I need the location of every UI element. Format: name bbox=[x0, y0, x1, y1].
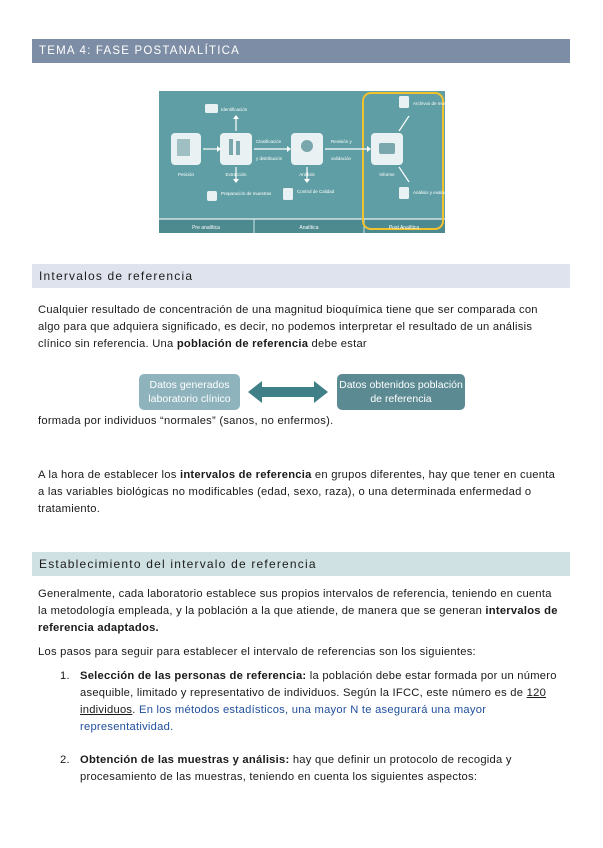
phase-pre: Pre analítica bbox=[192, 225, 220, 231]
process-diagram bbox=[159, 91, 478, 233]
label-preparacion: Preparación de muestras bbox=[221, 191, 272, 196]
label-archivos: Archivos de muestra bbox=[413, 101, 455, 106]
stats-icon bbox=[399, 187, 409, 199]
label-analisis: Análisis bbox=[299, 172, 315, 177]
phase-analytic: Analítica bbox=[299, 225, 319, 231]
double-arrow-icon bbox=[248, 381, 328, 403]
label-clasificacion: Clasificación bbox=[256, 139, 282, 144]
heading-intervalos: Intervalos de referencia bbox=[32, 264, 570, 288]
label-extraccion: Extracción bbox=[225, 172, 247, 177]
archive-icon bbox=[399, 96, 409, 108]
label-identificacion: Identificación bbox=[221, 107, 248, 112]
paragraph-1-continuation: formada por individuos “normales” (sanos, no enfermos). bbox=[38, 415, 334, 427]
checklist-icon bbox=[283, 188, 293, 200]
label-informe: Informe bbox=[379, 172, 395, 177]
paragraph-4: Los pasos para seguir para establecer el intervalo de referencias son los siguientes: bbox=[38, 646, 476, 658]
list-item: 2. Obtención de las muestras y análisis: hay que definir un protocolo de recogida y procesamiento de las muestras, teniendo en cuenta los siguientes aspectos: bbox=[60, 754, 512, 783]
tube-icon bbox=[207, 191, 217, 201]
section-header: TEMA 4: FASE POSTANALÍTICA bbox=[32, 39, 570, 63]
steps-list bbox=[56, 668, 558, 786]
paragraph-2: A la hora de establecer los intervalos de referencia en grupos diferentes, hay que tener en cuenta a las variables biológicas no modificables (edad, sexo, raza), o una determinada enfermedad o tratamiento. bbox=[38, 469, 556, 515]
list-item: 1. Selección de las personas de referencia: la población debe estar formada por un número asequible, limitado y representativo de individuos. Según la IFCC, este número es de 120 individuos. En los métodos estadísticos, una mayor N te asegurará una mayor representatividad. bbox=[60, 670, 557, 733]
phase-post: Post Analítica bbox=[388, 225, 420, 231]
id-icon bbox=[205, 104, 218, 113]
paragraph-3: Generalmente, cada laboratorio establece sus propios intervalos de referencia, teniendo en cuenta la metodología empleada, y la población a la que atiende, de manera que se generan intervalos de referencia adaptados. bbox=[38, 588, 558, 634]
label-control: Control de Calidad bbox=[297, 189, 335, 194]
label-validacion: validación bbox=[331, 156, 352, 161]
paragraph-1: Cualquier resultado de concentración de una magnitud bioquímica tiene que ser comparada con algo para que adquiera significado, es decir, no podemos interpretar el resultado de un análisis clínico sin referencia. Una población de referencia debe estar bbox=[38, 304, 538, 350]
label-peticion: Petición bbox=[177, 172, 195, 177]
label-revision: Revisión y bbox=[331, 139, 352, 144]
label-distribucion: y distribución bbox=[256, 156, 283, 161]
heading-establecimiento: Establecimiento del intervalo de referencia bbox=[32, 552, 570, 576]
box-lab-data: Datos generados laboratorio clínico bbox=[139, 374, 240, 410]
box-reference-data: Datos obtenidos población de referencia bbox=[337, 374, 465, 410]
label-estadistica: Análisis y evaluación estadística bbox=[413, 190, 478, 195]
